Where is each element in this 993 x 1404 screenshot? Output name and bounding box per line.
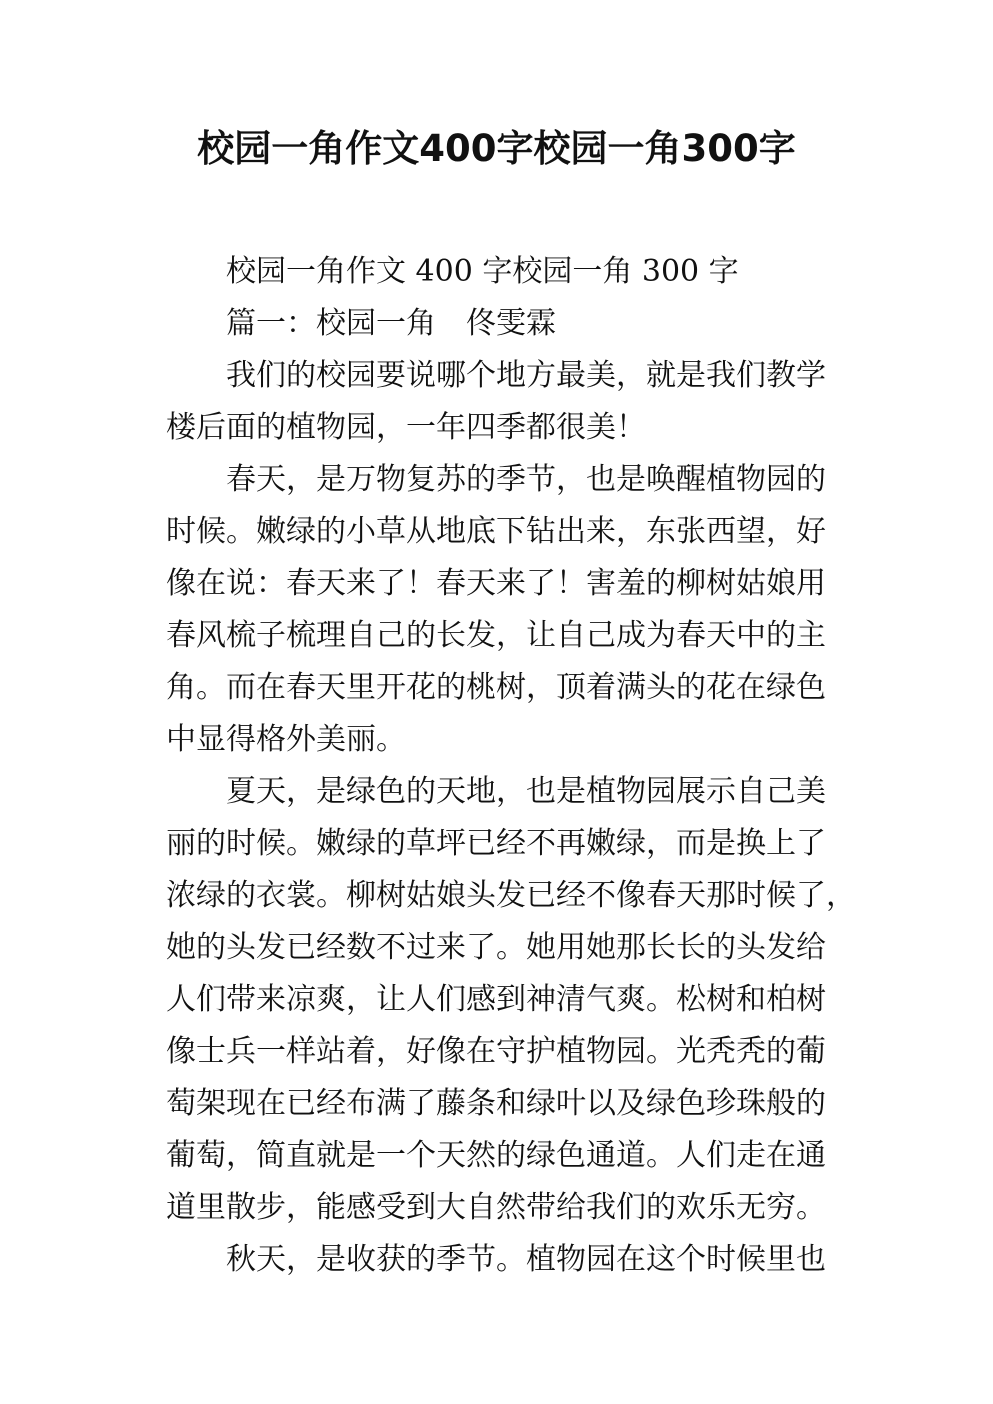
- text-line: 楼后面的植物园，一年四季都很美！: [166, 410, 646, 445]
- document-body: [166, 246, 856, 1286]
- text-line: 葡萄，简直就是一个天然的绿色通道。人们走在通: [166, 1138, 826, 1173]
- paragraph: [166, 454, 836, 766]
- paragraph: [166, 298, 836, 350]
- text-line: 春风梳子梳理自己的长发，让自己成为春天中的主: [166, 618, 826, 653]
- text-line: 像士兵一样站着，好像在守护植物园。光秃秃的葡: [166, 1034, 826, 1069]
- text-line: 夏天，是绿色的天地，也是植物园展示自己美: [226, 774, 826, 809]
- text-line: 中显得格外美丽。: [166, 722, 406, 757]
- text-line: 像在说：春天来了！春天来了！害羞的柳树姑娘用: [166, 566, 826, 601]
- text-line: 她的头发已经数不过来了。她用她那长长的头发给: [166, 930, 826, 965]
- text-line: 萄架现在已经布满了藤条和绿叶以及绿色珍珠般的: [166, 1086, 826, 1121]
- document-title: 校园一角作文400字校园一角300字: [197, 127, 796, 170]
- text-line: 浓绿的衣裳。柳树姑娘头发已经不像春天那时候了，: [166, 878, 856, 913]
- paragraph: [166, 1234, 836, 1286]
- text-line: 丽的时候。嫩绿的草坪已经不再嫩绿，而是换上了: [166, 826, 826, 861]
- text-line: 校园一角作文 400 字校园一角 300 字: [226, 254, 739, 289]
- paragraph: [166, 766, 856, 1234]
- text-line: 时候。嫩绿的小草从地底下钻出来，东张西望，好: [166, 514, 826, 549]
- paragraph: [166, 350, 836, 454]
- text-line: 我们的校园要说哪个地方最美，就是我们教学: [226, 358, 826, 393]
- text-line: 秋天，是收获的季节。植物园在这个时候里也: [226, 1242, 826, 1277]
- text-line: 角。而在春天里开花的桃树，顶着满头的花在绿色: [166, 670, 826, 705]
- paragraph: [166, 246, 836, 298]
- text-line: 篇一：校园一角 佟雯霖: [226, 306, 556, 341]
- text-line: 春天，是万物复苏的季节，也是唤醒植物园的: [226, 462, 826, 497]
- text-line: 人们带来凉爽，让人们感到神清气爽。松树和柏树: [166, 982, 826, 1017]
- text-line: 道里散步，能感受到大自然带给我们的欢乐无穷。: [166, 1190, 826, 1225]
